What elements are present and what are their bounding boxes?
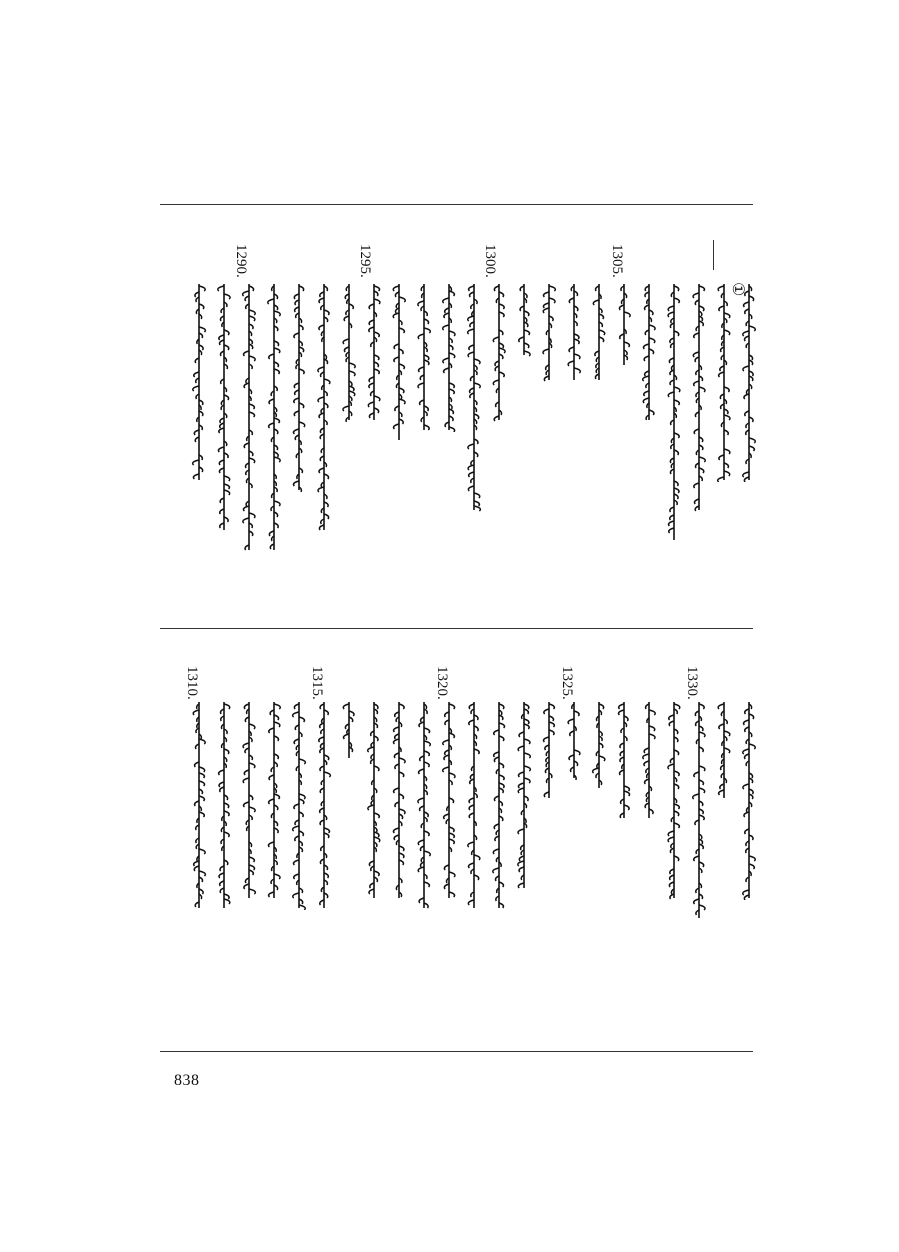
script-line (589, 700, 609, 790)
top-rule (160, 204, 753, 205)
script-line (289, 700, 309, 910)
script-line (239, 700, 259, 900)
line-number-1305: 1305. (609, 244, 625, 278)
script-line (189, 700, 209, 910)
script-line (414, 282, 434, 432)
script-line (214, 700, 234, 910)
script-line (364, 282, 384, 422)
script-line (514, 700, 534, 890)
script-line (614, 700, 634, 820)
script-line (589, 282, 609, 382)
script-line (664, 282, 684, 542)
line-number-1315: 1315. (309, 666, 325, 700)
script-line (414, 700, 434, 910)
script-line (514, 282, 534, 357)
line-number-1320: 1320. (434, 666, 450, 700)
script-line (564, 700, 584, 780)
bottom-rule (160, 1051, 753, 1052)
line-number-1290: 1290. (233, 244, 249, 278)
line-number-1330: 1330. (684, 666, 700, 700)
script-line (264, 282, 284, 552)
script-line (489, 700, 509, 910)
script-line (289, 282, 309, 492)
script-line (489, 282, 509, 422)
footnote-separator-rule (713, 240, 714, 270)
script-line (539, 282, 559, 382)
script-line (464, 700, 484, 910)
script-line (639, 700, 659, 820)
script-line (714, 282, 734, 482)
script-line (189, 282, 209, 482)
line-number-1325: 1325. (559, 666, 575, 700)
script-line (664, 700, 684, 900)
script-line (364, 700, 384, 900)
script-line (564, 282, 584, 382)
script-line (339, 700, 359, 760)
script-line (539, 700, 559, 800)
line-number-1310: 1310. (184, 666, 200, 700)
script-line (314, 282, 334, 532)
line-number-1300: 1300. (482, 244, 498, 278)
script-line (739, 282, 759, 482)
script-line (614, 282, 634, 367)
script-line (339, 282, 359, 422)
script-line (264, 700, 284, 900)
script-line (689, 700, 709, 920)
script-line (389, 282, 409, 442)
script-line (439, 282, 459, 432)
script-line (389, 700, 409, 900)
script-line (214, 282, 234, 532)
script-line (239, 282, 259, 552)
script-line (714, 700, 734, 800)
script-line (689, 282, 709, 512)
script-line (464, 282, 484, 512)
script-line (439, 700, 459, 900)
middle-rule (160, 628, 753, 629)
line-number-1295: 1295. (357, 244, 373, 278)
script-line (639, 282, 659, 422)
script-line (314, 700, 334, 910)
footnote-marker: ① (729, 282, 746, 297)
script-line (739, 700, 759, 900)
page-number: 838 (174, 1072, 200, 1089)
